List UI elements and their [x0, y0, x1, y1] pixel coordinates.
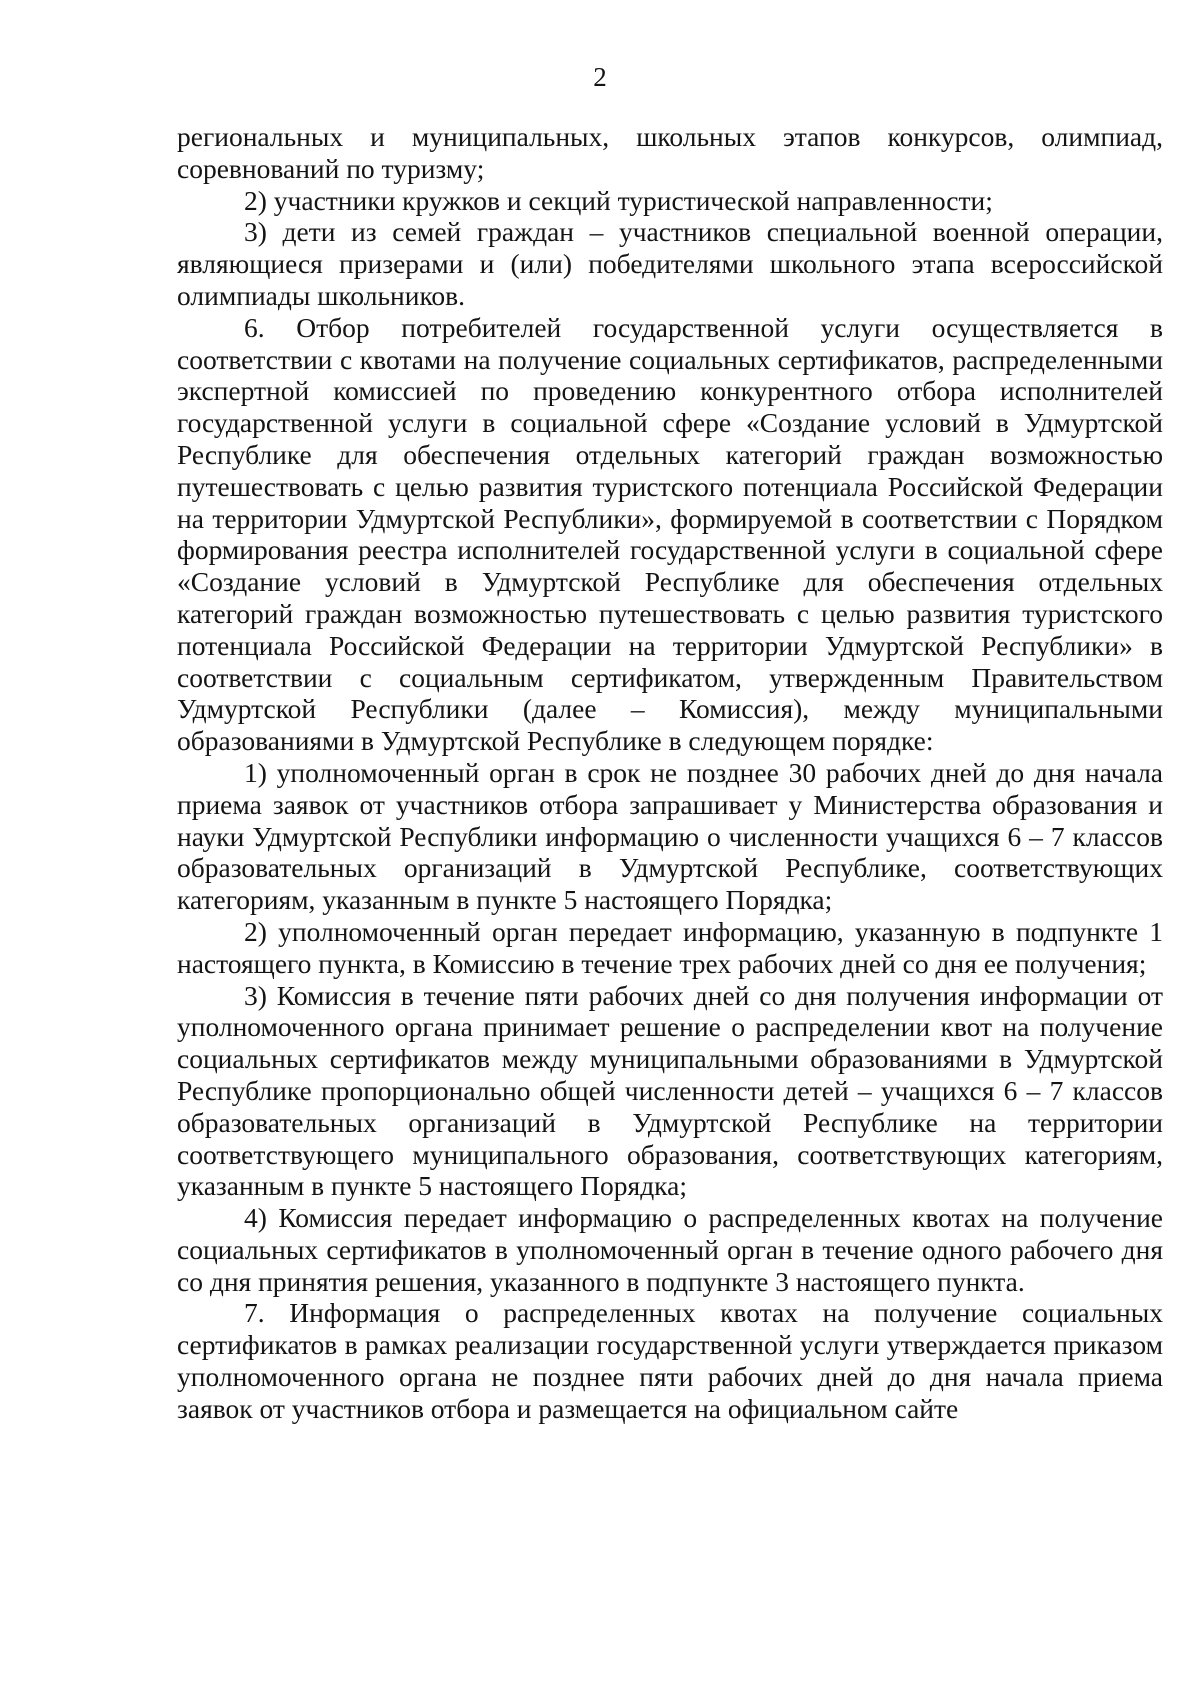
paragraph-section-6: 6. Отбор потребителей государственной услуги осуществляется в соответствии с квотами на получение социальных сертификатов, распределенными экспертной комиссией по проведению конкурентного отбора исполнителей государственной услуги в социальной сфере «Создание условий в Удмуртской Республике для обеспечения отдельных категорий граждан возможностью путешествовать с целью развития туристского потенциала Российской Федерации на территории Удмуртской Республики», формируемой в соответствии с Порядком формирования реестра исполнителей государственной услуги в социальной сфере «Создание условий в Удмуртской Республике для обеспечения отдельных категорий граждан возможностью путешествовать с целью развития туристского потенциала Российской Федерации на территории Удмуртской Республики» в соответствии с социальным сертификатом, утвержденным Правительством Удмуртской Республики (далее – Комиссия), между муниципальными образованиями в Удмуртской Республике в следующем порядке:	[177, 311, 1163, 757]
document-body	[177, 121, 1163, 1425]
paragraph-item-3-svo-families: 3) дети из семей граждан – участников специальной военной операции, являющиеся призерами и (или) победителями школьного этапа всероссийской олимпиады школьников.	[177, 216, 1163, 311]
paragraph-section-6-item-4: 4) Комиссия передает информацию о распределенных квотах на получение социальных сертификатов в уполномоченный орган в течение одного рабочего дня со дня принятия решения, указанного в подпункте 3 настоящего пункта.	[177, 1202, 1163, 1297]
paragraph-continuation: региональных и муниципальных, школьных этапов конкурсов, олимпиад, соревнований по туризму;	[177, 121, 1163, 184]
paragraph-section-6-item-1: 1) уполномоченный орган в срок не позднее 30 рабочих дней до дня начала приема заявок от участников отбора запрашивает у Министерства образования и науки Удмуртской Республики информацию о численности учащихся 6 – 7 классов образовательных организаций в Удмуртской Республике, соответствующих категориям, указанным в пункте 5 настоящего Порядка;	[177, 756, 1163, 916]
paragraph-section-7: 7. Информация о распределенных квотах на получение социальных сертификатов в рамках реализации государственной услуги утверждается приказом уполномоченного органа не позднее пяти рабочих дней до дня начала приема заявок от участников отбора и размещается на официальном сайте	[177, 1297, 1163, 1424]
paragraph-section-6-item-3: 3) Комиссия в течение пяти рабочих дней со дня получения информации от уполномоченного органа принимает решение о распределении квот на получение социальных сертификатов между муниципальными образованиями в Удмуртской Республике пропорционально общей численности детей – учащихся 6 – 7 классов образовательных организаций в Удмуртской Республике на территории соответствующего муниципального образования, соответствующих категориям, указанным в пункте 5 настоящего Порядка;	[177, 979, 1163, 1202]
paragraph-section-6-item-2: 2) уполномоченный орган передает информацию, указанную в подпункте 1 настоящего пункта, в Комиссию в течение трех рабочих дней со дня ее получения;	[177, 915, 1163, 979]
paragraph-item-2-tourism-clubs: 2) участники кружков и секций туристической направленности;	[244, 184, 993, 216]
page-number: 2	[593, 62, 607, 92]
